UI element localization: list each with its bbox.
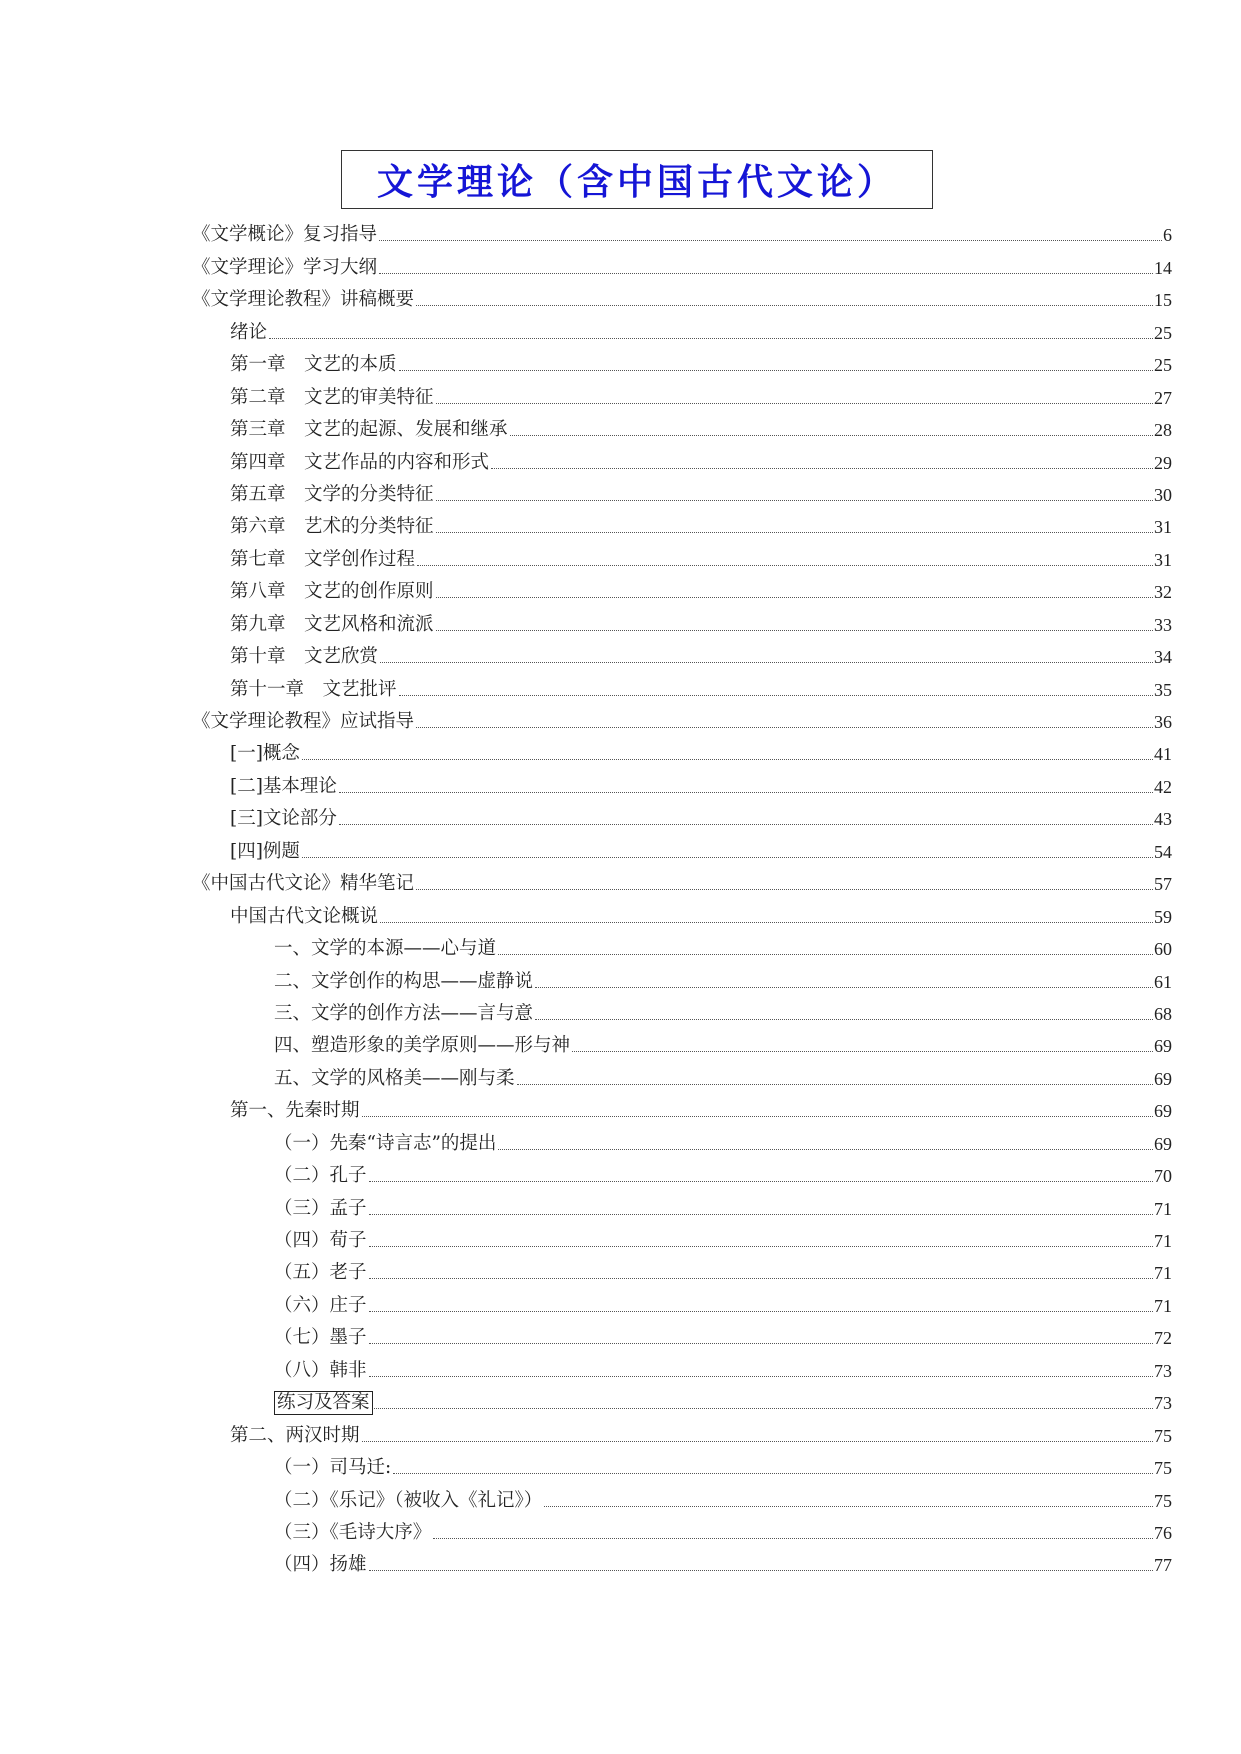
toc-entry[interactable] xyxy=(192,215,1172,247)
toc-entry-page-number: 29 xyxy=(1154,452,1172,473)
toc-entry[interactable] xyxy=(192,572,1172,604)
toc-entry[interactable] xyxy=(192,377,1172,409)
toc-entry-page-number: 71 xyxy=(1154,1295,1172,1316)
dot-leader xyxy=(393,1473,1153,1474)
dot-leader xyxy=(369,1343,1153,1344)
toc-entry-label: 中国古代文论概说 xyxy=(230,905,379,927)
toc-entry-label: 第一章 文艺的本质 xyxy=(230,354,397,376)
dot-leader xyxy=(369,1376,1153,1377)
toc-entry[interactable] xyxy=(192,1156,1172,1188)
toc-entry[interactable] xyxy=(192,1253,1172,1285)
toc-entry[interactable] xyxy=(192,1383,1172,1415)
toc-entry-page-number: 36 xyxy=(1154,712,1172,732)
dot-leader xyxy=(436,630,1153,631)
toc-entry-page-number: 69 xyxy=(1154,1036,1172,1057)
toc-entry-label: （四）扬雄 xyxy=(274,1554,367,1576)
toc-entry-label: （一）先秦“诗言志”的提出 xyxy=(274,1132,497,1154)
toc-entry-label: 《文学理论教程》应试指导 xyxy=(192,711,415,732)
toc-entry-label: 《文学概论》复习指导 xyxy=(192,224,378,246)
toc-entry-page-number: 31 xyxy=(1154,549,1172,570)
dot-leader xyxy=(369,1246,1153,1247)
toc-entry-page-number: 43 xyxy=(1154,809,1172,830)
dot-leader xyxy=(379,273,1153,274)
toc-entry-page-number: 6 xyxy=(1163,225,1172,246)
dot-leader xyxy=(339,792,1153,793)
table-of-contents xyxy=(192,215,1172,1577)
toc-entry-page-number: 54 xyxy=(1154,841,1172,862)
toc-entry[interactable] xyxy=(192,1026,1172,1058)
toc-entry-page-number: 72 xyxy=(1154,1328,1172,1349)
toc-entry-label: [四]例题 xyxy=(230,840,300,862)
toc-entry[interactable] xyxy=(192,539,1172,571)
toc-entry-label: 《文学理论教程》讲稿概要 xyxy=(192,289,415,311)
toc-entry[interactable] xyxy=(192,766,1172,798)
toc-entry[interactable] xyxy=(192,1188,1172,1220)
dot-leader xyxy=(369,1278,1153,1279)
toc-entry-page-number: 41 xyxy=(1154,744,1172,765)
toc-entry-page-number: 71 xyxy=(1154,1198,1172,1219)
toc-entry-label: 第七章 文学创作过程 xyxy=(230,548,416,570)
toc-entry-page-number: 14 xyxy=(1154,257,1172,278)
dot-leader xyxy=(498,954,1153,955)
dot-leader xyxy=(369,1311,1153,1312)
toc-entry-page-number: 75 xyxy=(1154,1490,1172,1511)
toc-entry-label: [二]基本理论 xyxy=(230,775,337,797)
toc-entry-label: 第二章 文艺的审美特征 xyxy=(230,386,434,408)
toc-entry[interactable] xyxy=(192,1221,1172,1253)
dot-leader xyxy=(417,565,1153,566)
dot-leader xyxy=(498,1149,1153,1150)
toc-entry-label: 第二、两汉时期 xyxy=(230,1424,360,1446)
toc-entry-label: 第五章 文学的分类特征 xyxy=(230,483,434,505)
toc-entry-page-number: 33 xyxy=(1154,614,1172,635)
toc-entry[interactable] xyxy=(192,1285,1172,1317)
dot-leader xyxy=(399,370,1153,371)
dot-leader xyxy=(416,305,1153,306)
toc-entry-page-number: 69 xyxy=(1154,1068,1172,1089)
toc-entry-label: 第一、先秦时期 xyxy=(230,1100,360,1122)
toc-entry[interactable] xyxy=(192,442,1172,474)
toc-entry-page-number: 75 xyxy=(1154,1425,1172,1446)
dot-leader xyxy=(491,468,1153,469)
toc-entry[interactable] xyxy=(192,507,1172,539)
toc-entry[interactable] xyxy=(192,1091,1172,1123)
toc-entry-label: 二、文学创作的构思——虚静说 xyxy=(274,970,534,992)
dot-leader xyxy=(399,695,1153,696)
toc-entry[interactable] xyxy=(192,896,1172,928)
toc-entry[interactable] xyxy=(192,961,1172,993)
document-title: 文学理论（含中国古代文论） xyxy=(376,162,897,203)
toc-entry-page-number: 28 xyxy=(1154,420,1172,441)
toc-entry-page-number: 69 xyxy=(1154,1101,1172,1122)
toc-entry-label: 练习及答案 xyxy=(274,1391,373,1415)
dot-leader xyxy=(374,1408,1153,1409)
toc-entry-label: 绪论 xyxy=(230,321,268,343)
toc-entry-label: 第三章 文艺的起源、发展和继承 xyxy=(230,419,508,441)
toc-entry-label: 第十章 文艺欣赏 xyxy=(230,646,379,668)
toc-entry-label: 《中国古代文论》精华笔记 xyxy=(192,873,415,895)
toc-entry-page-number: 71 xyxy=(1154,1263,1172,1284)
dot-leader xyxy=(269,338,1153,339)
toc-entry-page-number: 60 xyxy=(1154,939,1172,960)
toc-entry-label: （三）《毛诗大序》 xyxy=(274,1521,432,1543)
toc-entry[interactable] xyxy=(192,345,1172,377)
toc-entry[interactable] xyxy=(192,929,1172,961)
toc-entry[interactable] xyxy=(192,1058,1172,1090)
toc-entry-page-number: 77 xyxy=(1154,1555,1172,1576)
toc-entry-page-number: 71 xyxy=(1154,1231,1172,1251)
dot-leader xyxy=(510,435,1153,436)
toc-entry[interactable] xyxy=(192,702,1172,734)
toc-entry-label: （五）老子 xyxy=(274,1262,367,1284)
toc-entry-page-number: 42 xyxy=(1154,776,1172,797)
dot-leader xyxy=(436,403,1153,404)
toc-entry[interactable] xyxy=(192,1415,1172,1447)
toc-entry-label: （三）孟子 xyxy=(274,1197,367,1219)
toc-entry-label: 第十一章 文艺批评 xyxy=(230,678,397,700)
dot-leader xyxy=(535,987,1153,988)
toc-entry-label: （一）司马迁: xyxy=(274,1457,392,1479)
dot-leader xyxy=(416,889,1153,890)
dot-leader xyxy=(379,240,1162,241)
toc-entry-label: 四、塑造形象的美学原则——形与神 xyxy=(274,1035,571,1057)
toc-entry[interactable] xyxy=(192,637,1172,669)
dot-leader xyxy=(416,727,1153,728)
toc-entry[interactable] xyxy=(192,1480,1172,1512)
toc-entry[interactable] xyxy=(192,734,1172,766)
toc-entry[interactable] xyxy=(192,1513,1172,1545)
toc-entry-page-number: 15 xyxy=(1154,290,1172,311)
toc-entry-page-number: 69 xyxy=(1154,1133,1172,1154)
toc-entry-label: （七）墨子 xyxy=(274,1327,367,1349)
toc-entry-page-number: 70 xyxy=(1154,1166,1172,1187)
toc-entry-page-number: 59 xyxy=(1154,906,1172,927)
toc-entry-page-number: 30 xyxy=(1154,484,1172,505)
document-title-box xyxy=(341,150,933,209)
dot-leader xyxy=(369,1570,1153,1571)
dot-leader xyxy=(572,1051,1153,1052)
toc-entry-page-number: 32 xyxy=(1154,582,1172,603)
toc-entry-page-number: 35 xyxy=(1154,679,1172,700)
toc-entry[interactable] xyxy=(192,864,1172,896)
dot-leader xyxy=(362,1116,1153,1117)
toc-entry-label: 第四章 文艺作品的内容和形式 xyxy=(230,451,490,473)
toc-entry-page-number: 25 xyxy=(1154,355,1172,376)
dot-leader xyxy=(380,662,1153,663)
dot-leader xyxy=(544,1506,1153,1507)
toc-entry[interactable] xyxy=(192,831,1172,863)
toc-entry-label: 第六章 艺术的分类特征 xyxy=(230,516,434,538)
toc-entry-page-number: 34 xyxy=(1154,647,1172,668)
toc-entry[interactable] xyxy=(192,669,1172,701)
toc-entry[interactable] xyxy=(192,312,1172,344)
toc-entry[interactable] xyxy=(192,247,1172,279)
toc-entry-label: （八）韩非 xyxy=(274,1359,367,1381)
toc-entry[interactable] xyxy=(192,475,1172,507)
dot-leader xyxy=(436,532,1153,533)
toc-entry-page-number: 76 xyxy=(1154,1522,1172,1543)
toc-entry[interactable] xyxy=(192,1123,1172,1155)
toc-entry-label: （四）荀子 xyxy=(274,1230,367,1251)
toc-entry[interactable] xyxy=(192,799,1172,831)
toc-entry-page-number: 57 xyxy=(1154,874,1172,895)
toc-entry-page-number: 68 xyxy=(1154,1003,1172,1024)
toc-entry[interactable] xyxy=(192,1350,1172,1382)
toc-entry-page-number: 25 xyxy=(1154,322,1172,343)
dot-leader xyxy=(436,500,1153,501)
toc-entry-label: 《文学理论》学习大纲 xyxy=(192,256,378,278)
toc-entry[interactable] xyxy=(192,994,1172,1026)
dot-leader xyxy=(302,857,1153,858)
dot-leader xyxy=(436,597,1153,598)
toc-entry-label: [一]概念 xyxy=(230,743,300,765)
toc-entry-label: 三、文学的创作方法——言与意 xyxy=(274,1002,534,1024)
toc-entry[interactable] xyxy=(192,410,1172,442)
toc-entry[interactable] xyxy=(192,1448,1172,1480)
dot-leader xyxy=(535,1019,1153,1020)
dot-leader xyxy=(369,1214,1153,1215)
toc-entry-label: （二）孔子 xyxy=(274,1165,367,1187)
toc-entry[interactable] xyxy=(192,1545,1172,1577)
toc-entry-page-number: 73 xyxy=(1154,1393,1172,1414)
dot-leader xyxy=(339,824,1153,825)
dot-leader xyxy=(380,922,1153,923)
toc-entry-page-number: 61 xyxy=(1154,971,1172,992)
dot-leader xyxy=(302,759,1153,760)
dot-leader xyxy=(517,1084,1153,1085)
toc-entry-label: （六）庄子 xyxy=(274,1294,367,1316)
toc-entry-label: 第八章 文艺的创作原则 xyxy=(230,581,434,603)
toc-entry-label: 五、文学的风格美——刚与柔 xyxy=(274,1067,515,1089)
toc-entry[interactable] xyxy=(192,1318,1172,1350)
toc-entry-page-number: 75 xyxy=(1154,1458,1172,1479)
toc-entry-label: 第九章 文艺风格和流派 xyxy=(230,613,434,635)
toc-entry-page-number: 27 xyxy=(1154,387,1172,408)
toc-entry[interactable] xyxy=(192,280,1172,312)
toc-entry[interactable] xyxy=(192,604,1172,636)
toc-entry-label: （二）《乐记》（被收入《礼记》） xyxy=(274,1489,543,1511)
toc-entry-page-number: 31 xyxy=(1154,517,1172,538)
toc-entry-page-number: 73 xyxy=(1154,1360,1172,1381)
dot-leader xyxy=(369,1181,1153,1182)
toc-entry-label: 一、文学的本源——心与道 xyxy=(274,938,497,960)
toc-entry-label: [三]文论部分 xyxy=(230,808,337,830)
dot-leader xyxy=(433,1538,1153,1539)
dot-leader xyxy=(362,1441,1153,1442)
